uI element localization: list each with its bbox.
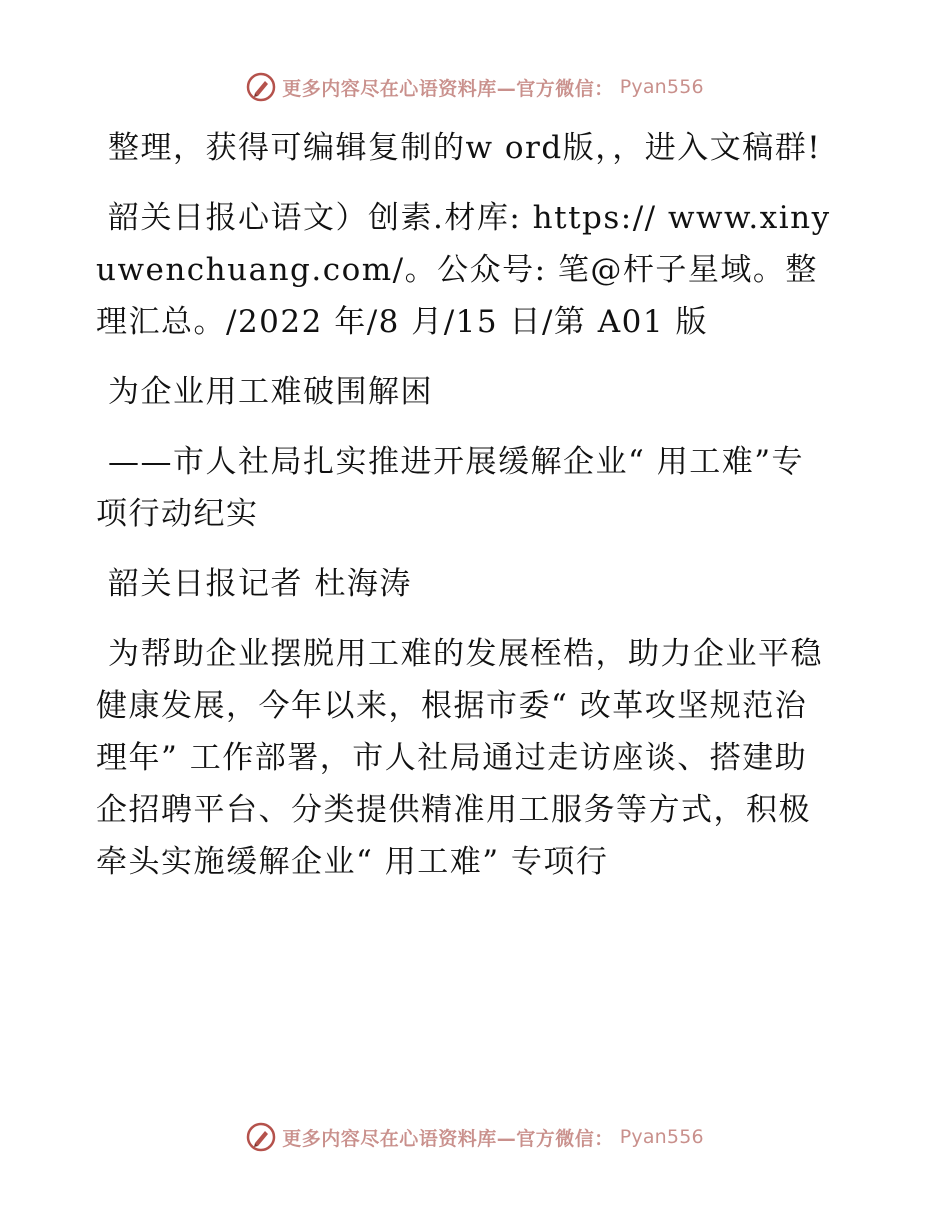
article-subtitle: ——市人社局扎实推进开展缓解企业“ 用工难”专项行动纪实 bbox=[96, 444, 805, 532]
article-byline: 韶关日报记者 杜海涛 bbox=[108, 566, 412, 602]
footer-watermark bbox=[0, 1122, 950, 1152]
watermark-contact: Pyan556 bbox=[619, 1126, 704, 1148]
article-title: 为企业用工难破围解困 bbox=[108, 374, 433, 410]
watermark-text: 更多内容尽在心语资料库—官方微信： bbox=[282, 1127, 614, 1150]
watermark-contact: Pyan556 bbox=[619, 76, 704, 98]
pen-logo-icon bbox=[246, 72, 276, 102]
paragraph-intro: 整理，获得可编辑复制的w ord版，，进入文稿群! bbox=[108, 130, 822, 166]
paragraph-source: 韶关日报心语文）创素.材库: https:// www.xinyuwenchuang.com/。公众号: 笔@杆子星域。整理汇总。/2022 年/8 月/15 日/第 A01 版 bbox=[96, 200, 831, 340]
pen-logo-icon bbox=[246, 1122, 276, 1152]
article-body-paragraph: 为帮助企业摆脱用工难的发展桎梏，助力企业平稳健康发展，今年以来，根据市委“ 改革攻坚规范治理年” 工作部署，市人社局通过走访座谈、搭建助企招聘平台、分类提供精准用工服务等方式，积极牵头实施缓解企业“ 用工难” 专项行 bbox=[96, 636, 823, 880]
document-body bbox=[96, 122, 836, 906]
watermark-text: 更多内容尽在心语资料库—官方微信： bbox=[282, 77, 614, 100]
header-watermark bbox=[0, 72, 950, 102]
